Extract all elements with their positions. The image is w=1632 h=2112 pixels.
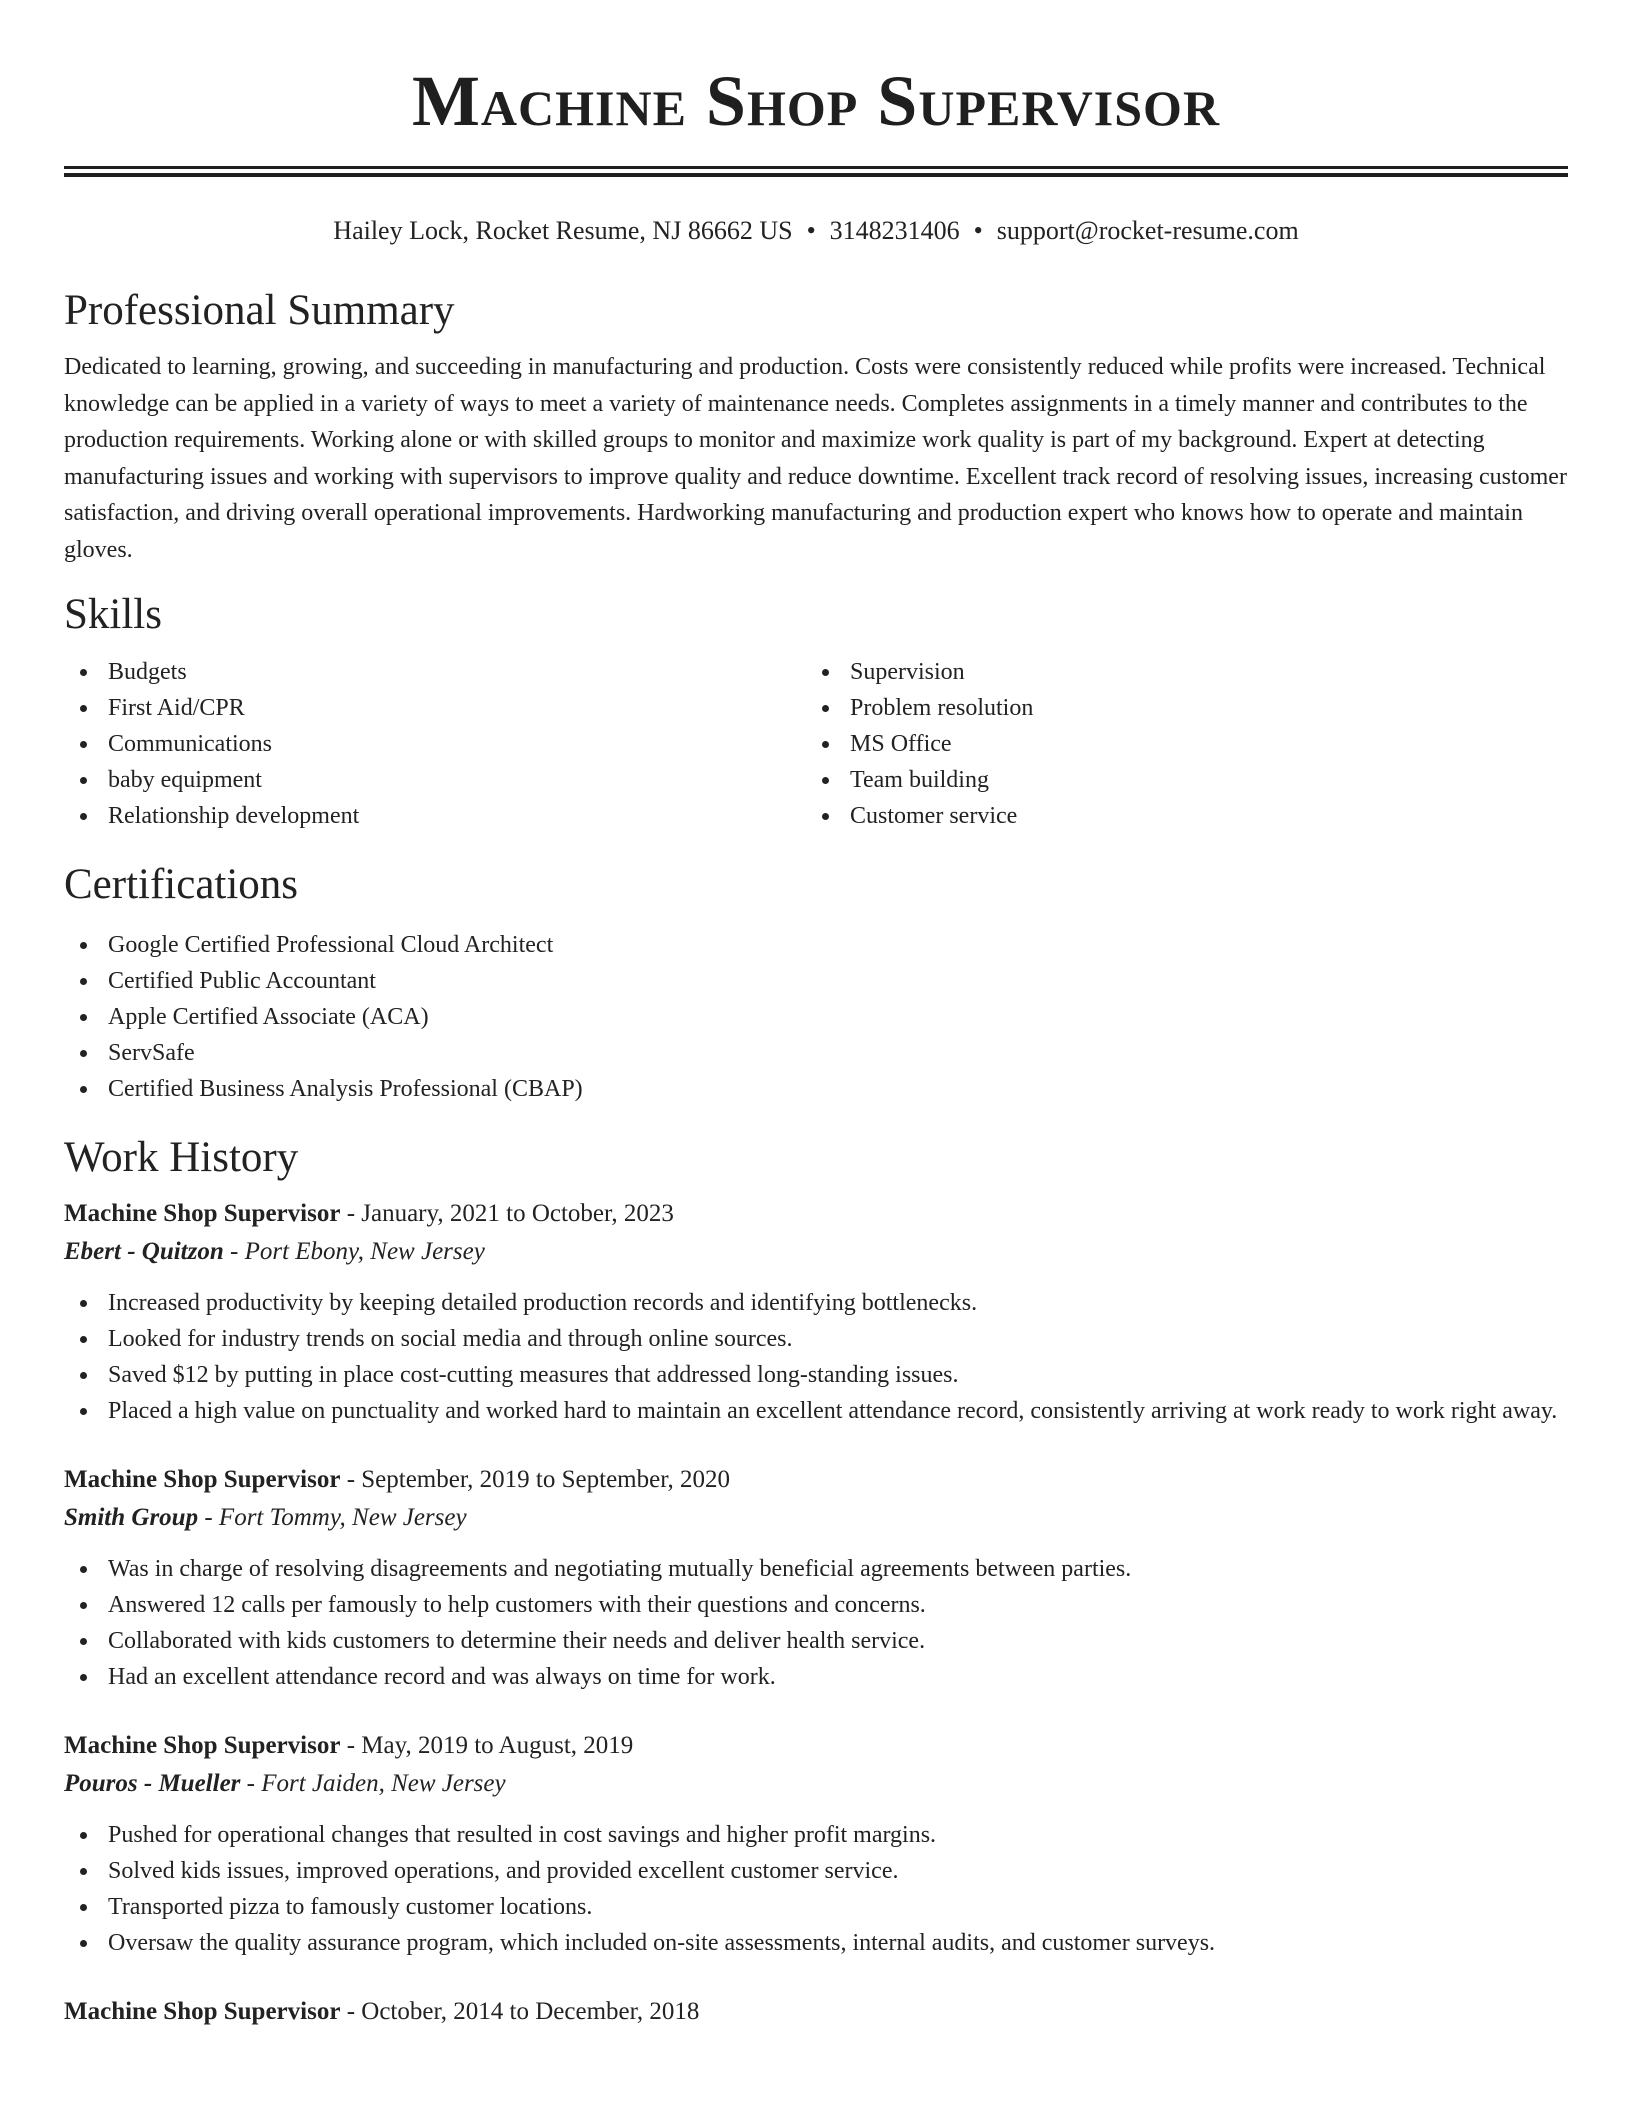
bullet-icon	[80, 813, 87, 820]
skill-item	[64, 690, 806, 726]
job-bullet-text: Placed a high value on punctuality and worked hard to maintain an excellent attendance record, consistently arriving at work ready to work right away.	[108, 1398, 1558, 1424]
company-name: Ebert - Quitzon	[64, 1238, 224, 1265]
skill-item	[806, 762, 1548, 798]
job-bullet	[64, 1321, 1568, 1357]
work-history-heading: Work History	[64, 1134, 299, 1181]
job-bullet-text: Transported pizza to famously customer locations.	[108, 1894, 593, 1920]
contact-separator: •	[806, 216, 816, 245]
bullet-icon	[80, 1638, 87, 1645]
job-bullet-text: Looked for industry trends on social media and through online sources.	[108, 1326, 793, 1352]
certifications-section	[64, 859, 1568, 1107]
skills-grid	[64, 654, 1568, 834]
skills-section	[64, 589, 1568, 834]
job-bullets	[64, 1551, 1568, 1695]
certification-label: Apple Certified Associate (ACA)	[108, 1004, 429, 1030]
skill-label: baby equipment	[108, 767, 262, 793]
bullet-icon	[822, 813, 829, 820]
job-title: Machine Shop Supervisor	[64, 1466, 341, 1493]
job-dates: - May, 2019 to August, 2019	[340, 1732, 634, 1759]
bullet-icon	[80, 1086, 87, 1093]
bullet-icon	[80, 1408, 87, 1415]
bullet-icon	[822, 669, 829, 676]
job-bullet-text: Oversaw the quality assurance program, which included on-site assessments, internal audits, and customer surveys.	[108, 1930, 1216, 1956]
job-title: Machine Shop Supervisor	[64, 1732, 341, 1759]
job-dates: - January, 2021 to October, 2023	[340, 1200, 674, 1227]
bullet-icon	[80, 669, 87, 676]
bullet-icon	[80, 1868, 87, 1875]
bullet-icon	[80, 1050, 87, 1057]
bullet-icon	[80, 1566, 87, 1573]
company-name: Smith Group	[64, 1504, 199, 1531]
job-bullet	[64, 1889, 1568, 1925]
skill-label: Team building	[850, 767, 989, 793]
bullet-icon	[80, 942, 87, 949]
skill-label: Supervision	[850, 659, 965, 685]
certification-label: Google Certified Professional Cloud Architect	[108, 932, 554, 958]
certification-item	[64, 963, 1568, 999]
job-dates: - October, 2014 to December, 2018	[340, 1998, 700, 2025]
job-title-line	[64, 1993, 1568, 2031]
bullet-icon	[80, 1602, 87, 1609]
skill-label: Problem resolution	[850, 695, 1034, 721]
company-line	[64, 1765, 1568, 1803]
title-double-rule	[64, 166, 1568, 177]
contact-phone: 3148231406	[829, 216, 960, 245]
contact-email: support@rocket-resume.com	[996, 216, 1299, 245]
job-bullet-text: Was in charge of resolving disagreements and negotiating mutually beneficial agreements between parties.	[108, 1556, 1132, 1582]
bullet-icon	[80, 1014, 87, 1021]
job-bullet	[64, 1587, 1568, 1623]
contact-separator: •	[973, 216, 983, 245]
skill-item	[806, 726, 1548, 762]
company-location: - Fort Jaiden, New Jersey	[240, 1770, 506, 1797]
job-bullet	[64, 1817, 1568, 1853]
certifications-heading: Certifications	[64, 861, 299, 908]
job-title-line	[64, 1461, 1568, 1499]
job-bullet-text: Answered 12 calls per famously to help customers with their questions and concerns.	[108, 1592, 926, 1618]
work-history-section	[64, 1132, 1568, 2031]
bullet-icon	[80, 1336, 87, 1343]
bullet-icon	[822, 705, 829, 712]
job-title: Machine Shop Supervisor	[64, 1998, 341, 2025]
company-line	[64, 1499, 1568, 1537]
bullet-icon	[80, 1940, 87, 1947]
job-bullet	[64, 1925, 1568, 1961]
skill-label: Customer service	[850, 803, 1018, 829]
job-entry	[64, 1993, 1568, 2031]
job-bullet	[64, 1551, 1568, 1587]
summary-text: Dedicated to learning, growing, and succeeding in manufacturing and production. Costs were consistently reduced while profits were increased. Technical knowledge can be applied in a variety of ways to meet a variety of maintenance needs. Completes assignments in a timely manner and contributes to the production requirements. Working alone or with skilled groups to monitor and maximize work quality is part of my background. Expert at detecting manufacturing issues and working with supervisors to improve quality and reduce downtime. Excellent track record of resolving issues, increasing customer satisfaction, and driving overall operational improvements. Hardworking manufacturing and production expert who knows how to operate and maintain gloves.	[64, 354, 1567, 563]
skill-item	[64, 726, 806, 762]
company-name: Pouros - Mueller	[64, 1770, 241, 1797]
certification-label: Certified Business Analysis Professional (CBAP)	[108, 1076, 583, 1102]
bullet-icon	[80, 1300, 87, 1307]
contact-line	[64, 213, 1568, 249]
summary-heading: Professional Summary	[64, 287, 455, 334]
job-bullet	[64, 1357, 1568, 1393]
skill-label: MS Office	[850, 731, 952, 757]
resume-title: Machine Shop Supervisor	[411, 61, 1221, 141]
job-entry	[64, 1461, 1568, 1695]
skills-column-left	[64, 654, 806, 834]
bullet-icon	[80, 705, 87, 712]
company-line	[64, 1233, 1568, 1271]
job-bullet	[64, 1285, 1568, 1321]
company-location: - Fort Tommy, New Jersey	[198, 1504, 467, 1531]
job-bullet-text: Had an excellent attendance record and was always on time for work.	[108, 1664, 776, 1690]
contact-address: Hailey Lock, Rocket Resume, NJ 86662 US	[333, 216, 793, 245]
skill-label: Relationship development	[108, 803, 360, 829]
company-location: - Port Ebony, New Jersey	[223, 1238, 485, 1265]
skill-item	[806, 690, 1548, 726]
job-bullet	[64, 1623, 1568, 1659]
bullet-icon	[80, 1904, 87, 1911]
bullet-icon	[80, 777, 87, 784]
job-entry	[64, 1195, 1568, 1429]
summary-section	[64, 285, 1568, 568]
job-bullets	[64, 1817, 1568, 1961]
bullet-icon	[80, 1372, 87, 1379]
certification-item	[64, 1035, 1568, 1071]
job-bullet-text: Collaborated with kids customers to determine their needs and deliver health service.	[108, 1628, 926, 1654]
skills-column-right	[806, 654, 1548, 834]
skill-label: Communications	[108, 731, 272, 757]
job-bullet-text: Increased productivity by keeping detailed production records and identifying bottlenecks.	[108, 1290, 978, 1316]
certification-label: Certified Public Accountant	[108, 968, 376, 994]
bullet-icon	[80, 1674, 87, 1681]
job-bullet	[64, 1393, 1568, 1429]
certification-item	[64, 999, 1568, 1035]
skill-label: Budgets	[108, 659, 187, 685]
bullet-icon	[80, 1832, 87, 1839]
certification-item	[64, 1071, 1568, 1107]
job-title: Machine Shop Supervisor	[64, 1200, 341, 1227]
job-bullet-text: Pushed for operational changes that resulted in cost savings and higher profit margins.	[108, 1822, 937, 1848]
job-entry	[64, 1727, 1568, 1961]
skill-item	[64, 654, 806, 690]
job-bullet	[64, 1659, 1568, 1695]
skill-item	[64, 762, 806, 798]
skill-label: First Aid/CPR	[108, 695, 245, 721]
certification-item	[64, 927, 1568, 963]
certification-label: ServSafe	[108, 1040, 195, 1066]
bullet-icon	[80, 978, 87, 985]
job-bullets	[64, 1285, 1568, 1429]
job-bullet-text: Saved $12 by putting in place cost-cutting measures that addressed long-standing issues.	[108, 1362, 959, 1388]
skills-heading: Skills	[64, 591, 162, 638]
job-title-line	[64, 1195, 1568, 1233]
skill-item	[806, 654, 1548, 690]
certifications-list	[64, 927, 1568, 1107]
bullet-icon	[822, 741, 829, 748]
skill-item	[806, 798, 1548, 834]
job-bullet	[64, 1853, 1568, 1889]
job-bullet-text: Solved kids issues, improved operations, and provided excellent customer service.	[108, 1858, 899, 1884]
bullet-icon	[80, 741, 87, 748]
bullet-icon	[822, 777, 829, 784]
job-dates: - September, 2019 to September, 2020	[340, 1466, 731, 1493]
job-title-line	[64, 1727, 1568, 1765]
skill-item	[64, 798, 806, 834]
